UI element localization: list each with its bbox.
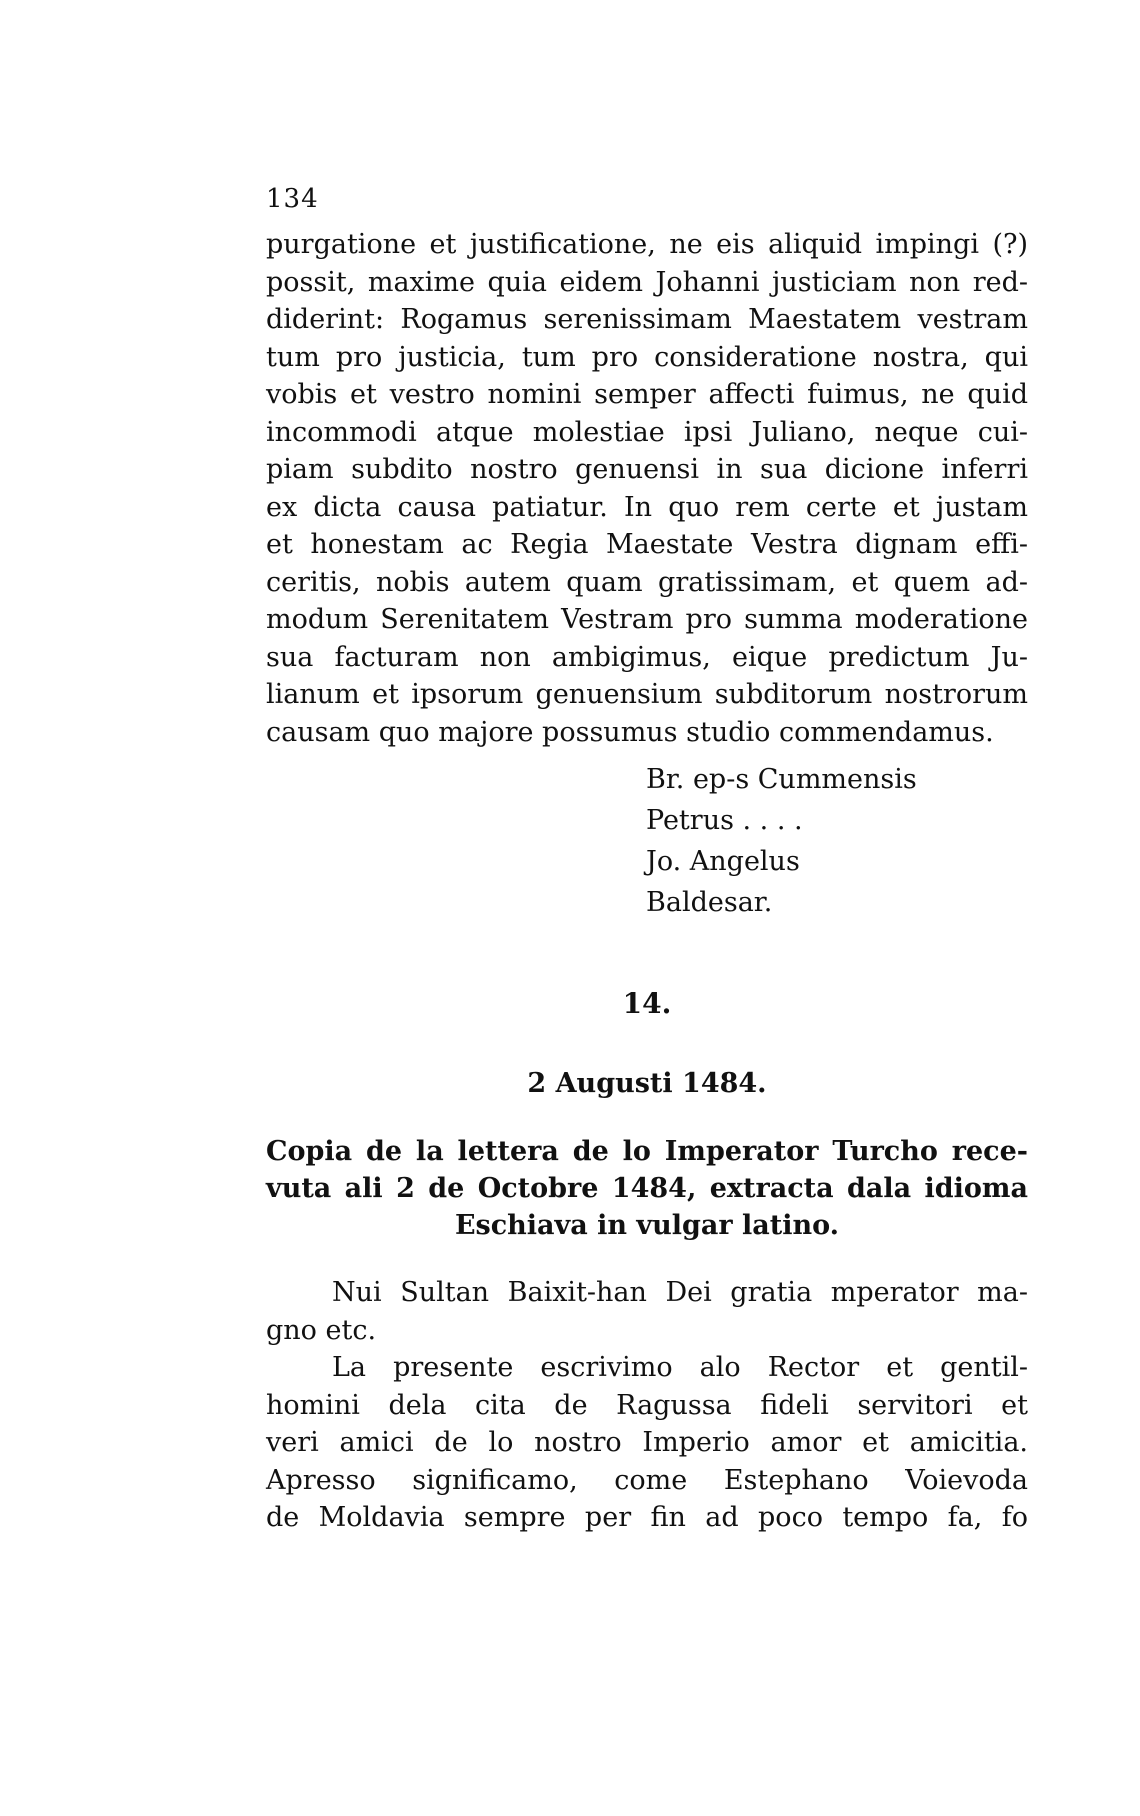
text-line: La presente escrivimo alo Rector et gentil-	[332, 1352, 1028, 1383]
signature-line: Br. ep-s Cummensis	[646, 764, 917, 795]
document-number: 14.	[622, 987, 672, 1020]
text-line: ceritis, nobis autem quam gratissimam, et quem ad-	[266, 566, 1028, 598]
text-line: et honestam ac Regia Maestate Vestra dignam effi-	[266, 529, 1028, 560]
book-page	[266, 186, 1028, 1537]
heading-line: Eschiava in vulgar latino.	[454, 1210, 840, 1241]
signature-line: Baldesar.	[646, 887, 773, 918]
text-line: tum pro justicia, tum pro consideratione nostra, qui	[266, 341, 1028, 373]
text-line: gno etc.	[266, 1314, 377, 1346]
signature-line: Jo. Angelus	[646, 846, 800, 877]
text-line: modum Serenitatem Vestram pro summa moderatione	[266, 604, 1028, 635]
heading-line: Copia de la lettera de lo Imperator Turcho rece-	[266, 1136, 1028, 1167]
text-line: piam subdito nostro genuensi in sua dicione inferri	[266, 454, 1028, 485]
text-line: incommodi atque molestiae ipsi Juliano, neque cui-	[266, 416, 1028, 448]
letter-body-text	[266, 226, 1028, 751]
document-date: 2 Augusti 1484.	[527, 1068, 767, 1099]
text-line: de Moldavia sempre per fin ad poco tempo fa, fo	[266, 1502, 1028, 1533]
text-line: ex dicta causa patiatur. In quo rem certe et justam	[266, 491, 1028, 523]
text-line: homini dela cita de Ragussa fideli servitori et	[266, 1389, 1028, 1421]
text-line: sua facturam non ambigimus, eique predictum Ju-	[266, 641, 1028, 673]
text-line: purgatione et justificatione, ne eis aliquid impingi (?)	[266, 229, 1028, 260]
text-line: Nui Sultan Baixit-han Dei gratia mperator ma-	[332, 1277, 1028, 1308]
letter-text	[266, 1274, 1028, 1537]
heading-line: vuta ali 2 de Octobre 1484, extracta dala idioma	[266, 1173, 1028, 1204]
text-line: Apresso significamo, come Estephano Voievoda	[266, 1464, 1028, 1496]
text-line: possit, maxime quia eidem Johanni justiciam non red-	[266, 266, 1028, 298]
text-line: veri amici de lo nostro Imperio amor et amicitia.	[266, 1427, 1028, 1458]
document-heading	[266, 1133, 1028, 1244]
text-line: vobis et vestro nomini semper affecti fuimus, ne quid	[266, 379, 1028, 410]
signature-line: Petrus . . . .	[646, 805, 803, 836]
text-line: lianum et ipsorum genuensium subditorum nostrorum	[266, 679, 1028, 710]
page-number: 134	[266, 184, 319, 214]
text-line: diderint: Rogamus serenissimam Maestatem vestram	[266, 304, 1028, 335]
text-line: causam quo majore possumus studio commendamus.	[266, 716, 994, 748]
signature-block	[646, 759, 1028, 923]
